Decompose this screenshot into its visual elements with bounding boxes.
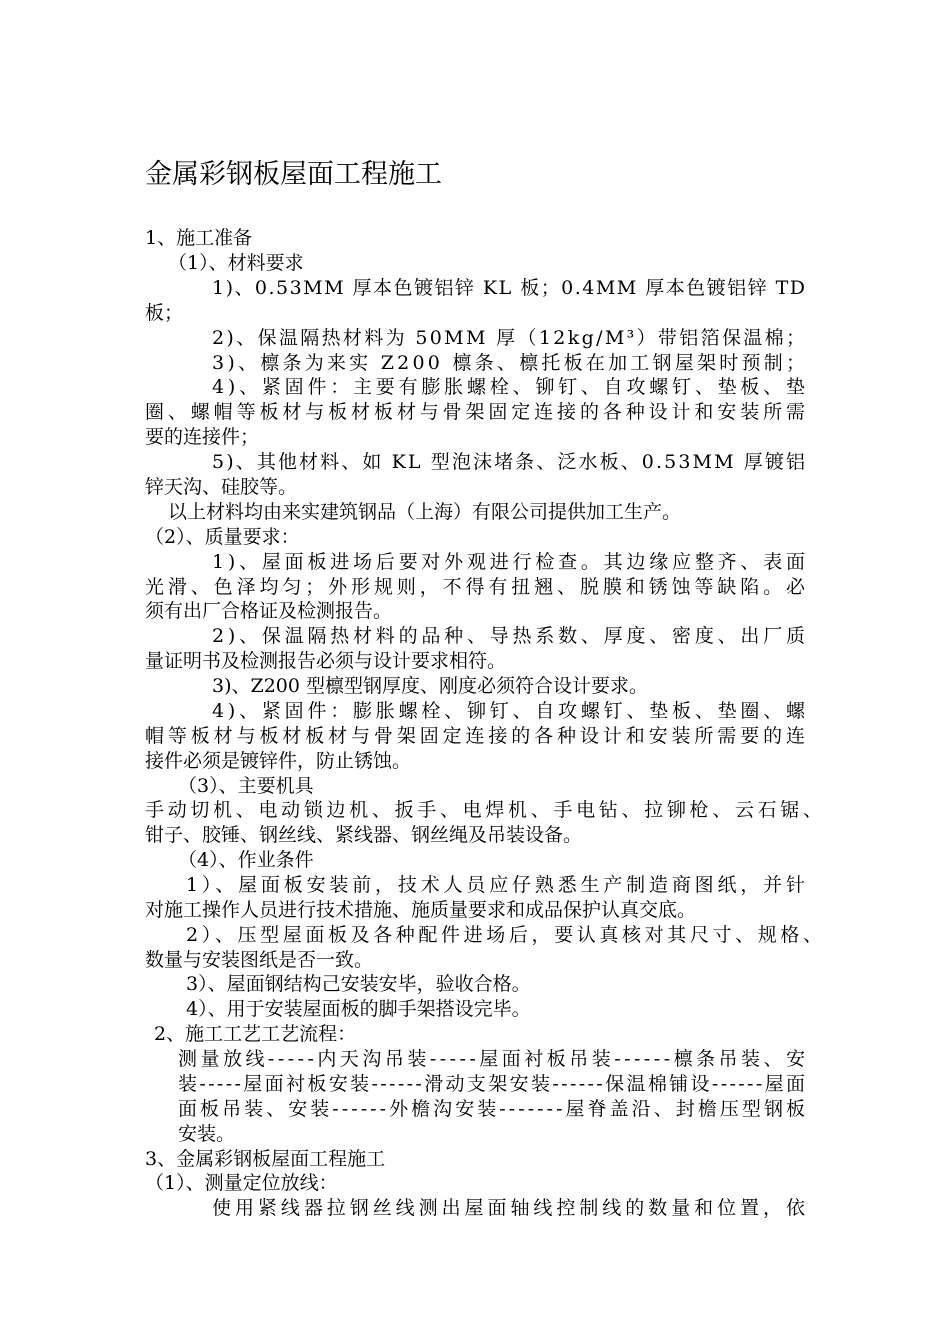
text-line: 测量放线-----内天沟吊装-----屋面衬板吊装------檩条吊装、安 <box>178 1048 809 1070</box>
text-line: 板； <box>145 302 184 324</box>
text-line: 2）、压型屋面板及各种配件进场后，要认真核对其尺寸、规格、 <box>186 924 826 946</box>
text-line: 面板吊装、安装------外檐沟安装-------屋脊盖沿、封檐压型钢板 <box>178 1098 809 1120</box>
text-line: 量证明书及检测报告必须与设计要求相符。 <box>145 650 507 672</box>
text-line: 5)、其他材料、如 KL 型泡沫堵条、泛水板、0.53MM 厚镀铝 <box>212 451 808 473</box>
text-line: 2)、保温隔热材料为 50MM 厚（12kg/M³）带铝箔保温棉； <box>212 327 808 349</box>
text-line: 要的连接件； <box>145 426 260 448</box>
text-line: 钳子、胶锤、钢丝线、紧线器、钢丝绳及吊装设备。 <box>145 824 583 846</box>
text-line: 帽等板材与板材板材与骨架固定连接的各种设计和安装所需要的连 <box>145 725 809 747</box>
text-line: （1）、测量定位放线： <box>145 1172 338 1194</box>
text-line: 4）、用于安装屋面板的脚手架搭设完毕。 <box>186 998 531 1020</box>
text-line: 1）、屋面板安装前，技术人员应仔熟悉生产制造商图纸，并针 <box>186 874 809 896</box>
text-line: （3）、主要机具 <box>178 775 314 797</box>
text-line: 圈、螺帽等板材与板材板材与骨架固定连接的各种设计和安装所需 <box>145 401 809 423</box>
text-line: 装-----屋面衬板安装------滑动支架安装------保温棉铺设------屋面 <box>178 1073 808 1095</box>
text-line: 锌天沟、硅胶等。 <box>145 476 298 498</box>
text-line: 2)、保温隔热材料的品种、导热系数、厚度、密度、出厂质 <box>212 625 809 647</box>
text-line: 3)、Z200 型檩型钢厚度、刚度必须符合设计要求。 <box>212 675 649 697</box>
text-line: 3)、檩条为来实 Z200 檩条、檩托板在加工钢屋架时预制； <box>212 352 809 374</box>
text-line: 1)、0.53MM 厚本色镀铝锌 KL 板；0.4MM 厚本色镀铝锌 TD <box>212 277 807 299</box>
text-line: 1)、屋面板进场后要对外观进行检查。其边缘应整齐、表面 <box>212 551 809 573</box>
text-line: 3、金属彩钢板屋面工程施工 <box>145 1148 386 1170</box>
text-line: 以上材料均由来实建筑钢品（上海）有限公司提供加工生产。 <box>168 501 682 523</box>
text-line: 4)、紧固件：膨胀螺栓、铆钉、自攻螺钉、垫板、垫圈、螺 <box>212 700 809 722</box>
text-line: 须有出厂合格证及检测报告。 <box>145 600 393 622</box>
document-title: 金属彩钢板屋面工程施工 <box>145 159 442 190</box>
text-line: 4)、紧固件：主要有膨胀螺栓、铆钉、自攻螺钉、垫板、垫 <box>212 376 809 398</box>
text-line: 使用紧线器拉钢丝线测出屋面轴线控制线的数量和位置，依 <box>212 1197 809 1219</box>
text-line: （4）、作业条件 <box>178 849 314 871</box>
text-line: 光滑、色泽均匀；外形规则，不得有扭翘、脱膜和锈蚀等缺陷。必 <box>145 576 809 598</box>
text-line: （1）、材料要求 <box>168 252 304 274</box>
text-line: 安装。 <box>178 1123 236 1145</box>
text-line: 1、施工准备 <box>145 227 253 249</box>
text-line: 数量与安装图纸是否一致。 <box>145 949 374 971</box>
text-line: 2、施工工艺工艺流程： <box>154 1023 357 1045</box>
text-line: 对施工操作人员进行技术措施、施质量要求和成品保护认真交底。 <box>145 899 697 921</box>
text-line: 接件必须是镀锌件，防止锈蚀。 <box>145 750 412 772</box>
text-line: 3）、屋面钢结构己安装安毕，验收合格。 <box>186 973 531 995</box>
text-line: 手动切机、电动锁边机、扳手、电焊机、手电钻、拉铆枪、云石锯、 <box>145 799 826 821</box>
text-line: （2）、质量要求： <box>145 526 300 548</box>
